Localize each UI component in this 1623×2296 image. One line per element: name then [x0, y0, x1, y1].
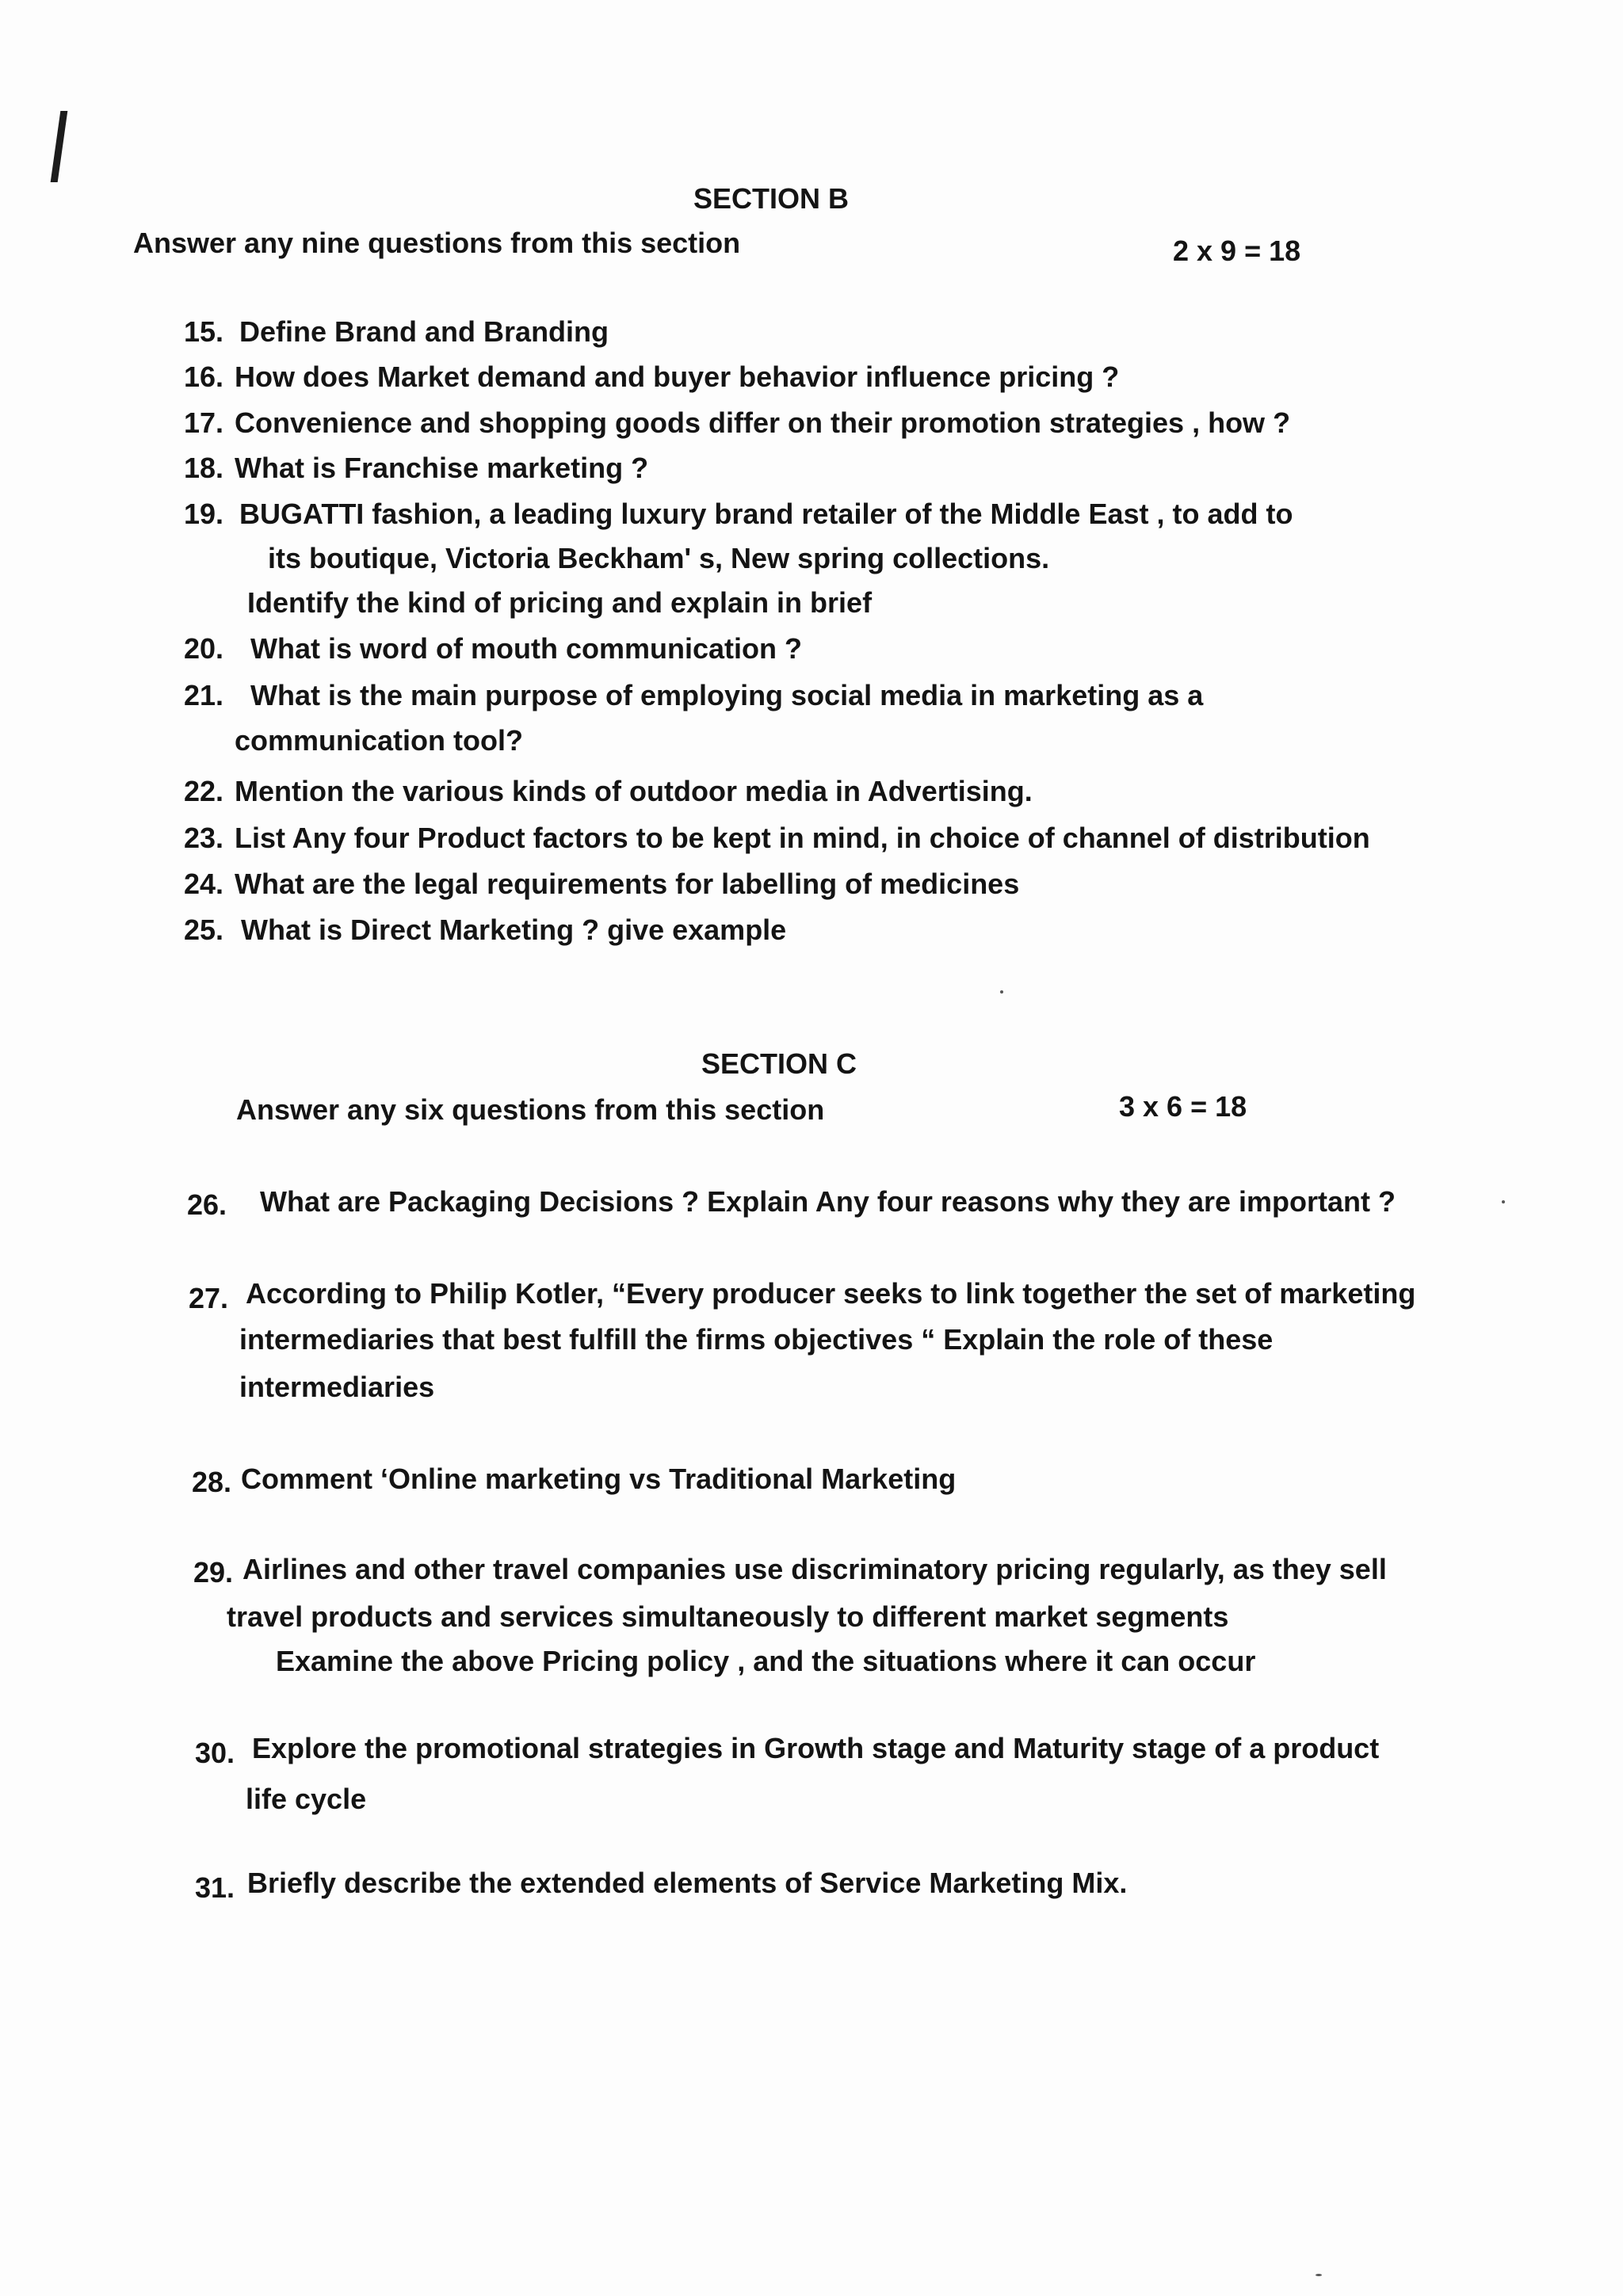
question-number: 24.	[184, 868, 224, 900]
question-text: its boutique, Victoria Beckham' s, New spring collections.	[268, 542, 1050, 574]
question-text: What are the legal requirements for labelling of medicines	[235, 868, 1020, 900]
question-text: Examine the above Pricing policy , and the situations where it can occur	[276, 1645, 1256, 1677]
question-text: What is Franchise marketing ?	[235, 452, 649, 484]
question-number: 30.	[195, 1737, 235, 1769]
question-text: intermediaries	[239, 1371, 435, 1403]
question-text: communication tool?	[235, 724, 523, 757]
question-text: Explore the promotional strategies in Growth stage and Maturity stage of a product	[252, 1732, 1380, 1764]
question-text: intermediaries that best fulfill the firms objectives “ Explain the role of these	[239, 1323, 1274, 1356]
question-number: 22.	[184, 775, 224, 807]
question-text: What is the main purpose of employing social media in marketing as a	[250, 679, 1204, 711]
question-text: What are Packaging Decisions ? Explain Any four reasons why they are important ?	[260, 1185, 1396, 1218]
question-number: 17.	[184, 406, 224, 439]
question-text: Identify the kind of pricing and explain in brief	[247, 586, 873, 619]
question-number: 15.	[184, 315, 224, 348]
question-text: According to Philip Kotler, “Every producer seeks to link together the set of marketing	[246, 1277, 1416, 1310]
question-number: 21.	[184, 679, 224, 711]
question-number: 18.	[184, 452, 224, 484]
question-text: Briefly describe the extended elements of Service Marketing Mix.	[247, 1867, 1128, 1899]
question-text: life cycle	[246, 1783, 367, 1815]
question-text: How does Market demand and buyer behavior influence pricing ?	[235, 360, 1120, 393]
scan-mark	[51, 111, 68, 182]
scan-speck	[1000, 990, 1003, 994]
question-number: 16.	[184, 360, 224, 393]
scan-speck	[1316, 2274, 1322, 2276]
question-number: 28.	[192, 1466, 232, 1498]
question-number: 25.	[184, 913, 224, 946]
question-text: Airlines and other travel companies use discriminatory pricing regularly, as they sell	[242, 1553, 1387, 1585]
section-c-marks: 3 x 6 = 18	[1119, 1090, 1247, 1123]
question-text: List Any four Product factors to be kept in mind, in choice of channel of distribution	[235, 822, 1370, 854]
question-number: 20.	[184, 632, 224, 665]
question-number: 19.	[184, 498, 224, 530]
question-text: Comment ‘Online marketing vs Traditional Marketing	[241, 1463, 957, 1495]
question-text: What is word of mouth communication ?	[250, 632, 802, 665]
question-number: 26.	[187, 1188, 227, 1221]
scan-speck	[1502, 1200, 1505, 1203]
question-number: 23.	[184, 822, 224, 854]
section-c-instruction: Answer any six questions from this section	[236, 1093, 825, 1126]
section-b-marks: 2 x 9 = 18	[1173, 235, 1301, 267]
question-text: What is Direct Marketing ? give example	[241, 913, 787, 946]
question-number: 27.	[189, 1282, 229, 1314]
section-b-title: SECTION B	[693, 182, 850, 215]
section-c-title: SECTION C	[701, 1047, 857, 1080]
question-text: Define Brand and Branding	[239, 315, 609, 348]
section-b-instruction: Answer any nine questions from this section	[133, 227, 741, 259]
question-text: Convenience and shopping goods differ on their promotion strategies , how ?	[235, 406, 1291, 439]
question-text: Mention the various kinds of outdoor media in Advertising.	[235, 775, 1033, 807]
question-number: 31.	[195, 1871, 235, 1904]
question-text: BUGATTI fashion, a leading luxury brand retailer of the Middle East , to add to	[239, 498, 1293, 530]
question-text: travel products and services simultaneously to different market segments	[227, 1600, 1229, 1633]
question-number: 29.	[193, 1556, 234, 1589]
